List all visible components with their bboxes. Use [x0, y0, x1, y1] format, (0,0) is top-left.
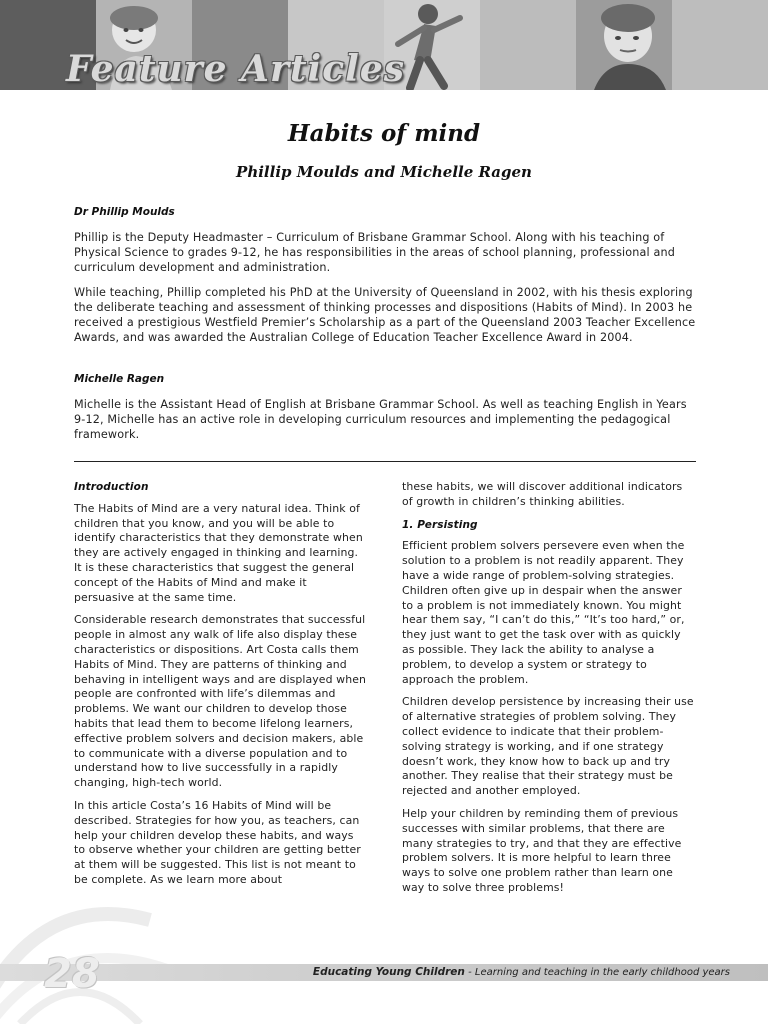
body-paragraph: Help your children by reminding them of previous successes with similar problems, that there are many strategies to try, and that they are effective problem solvers. It is more helpful to learn three ways to solve one problem rather than learn one way to solve three problems! — [402, 806, 682, 894]
body-paragraph: The Habits of Mind are a very natural idea. Think of children that you know, and you will be able to identify characteristics that they demonstrate when they are actively engaged in thinking and learning. It is these characteristics that suggest the general concept of the Habits of Mind and make it persuasive at the same time. — [74, 501, 363, 604]
article-authors: Phillip Moulds and Michelle Ragen — [236, 163, 532, 181]
right-column — [402, 480, 696, 904]
bio-paragraph: While teaching, Phillip completed his PhD at the University of Queensland in 2002, with his thesis exploring the deliberate teaching and assessment of thinking processes and dispositions (Habits of Mind). In 2003 he received a prestigious Westfield Premier’s Scholarship as a part of the Queensland 2003 Teacher Excellence Awards, and was awarded the Australian College of Education Teacher Excellence Award in 2004. — [74, 286, 696, 344]
body-paragraph: In this article Costa’s 16 Habits of Mind will be described. Strategies for how you, as teachers, can help your children develop these habits, and ways to observe whether your children are getting better at them will be suggested. This list is not meant to be complete. As we learn more about — [74, 798, 361, 886]
swirl-decoration — [0, 860, 200, 1024]
bio-name: Michelle Ragen — [74, 373, 165, 385]
left-column — [74, 480, 366, 896]
body-paragraph: Children develop persistence by increasing their use of alternative strategies of problem solving. They collect evidence to indicate that their problem-solving strategy is working, and if one strategy doesn’t work, they know how to back up and try another. They realise that their strategy must be rejected and another employed. — [402, 695, 694, 798]
section-title: Feature Articles — [66, 48, 405, 90]
section-divider — [74, 461, 696, 462]
body-paragraph: Considerable research demonstrates that successful people in almost any walk of life also display these characteristics or dispositions. Art Costa calls them Habits of Mind. They are patterns of thinking and behaving in intelligent ways and are displayed when people are confronted with life’s dilemmas and problems. We want our children to develop those habits that lead them to become lifelong learners, effective problem solvers and decision makers, able to communicate with a diverse population and to understand how to live successfully in a rapidly changing, high-tech world. — [74, 613, 366, 790]
footer-caption — [313, 966, 730, 978]
body-paragraph: these habits, we will discover additional indicators of growth in children’s thinking abilities. — [402, 480, 683, 508]
magazine-tagline: - Learning and teaching in the early childhood years — [464, 967, 730, 978]
magazine-name: Educating Young Children — [312, 966, 465, 978]
section-heading: 1. Persisting — [402, 518, 478, 531]
header-banner — [0, 0, 768, 90]
banner-band — [672, 0, 768, 90]
article-title: Habits of mind — [287, 120, 481, 147]
page-number: 28 — [44, 951, 100, 997]
child-photo — [576, 0, 672, 90]
banner-band — [480, 0, 576, 90]
section-heading: Introduction — [74, 481, 149, 493]
bio-paragraph: Phillip is the Deputy Headmaster – Curriculum of Brisbane Grammar School. Along with his teaching of Physical Science to grades 9-12, he has responsibilities in the areas of school planning, professional and curriculum development and administration. — [74, 231, 676, 274]
bio-paragraph: Michelle is the Assistant Head of English at Brisbane Grammar School. As well as teaching English in Years 9-12, Michelle has an active role in developing curriculum resources and implementing the pedagogical framework. — [74, 398, 687, 441]
body-paragraph: Efficient problem solvers persevere even when the solution to a problem is not readily apparent. They have a wide range of problem-solving strategies. Children often give up in despair when the answer to a problem is not immediately known. You might hear them say, “I can’t do this,” “It’s too hard,” or, they just want to get the task over with as quickly as possible. They lack the ability to analyse a problem, to develop a system or strategy to approach the problem. — [402, 539, 685, 686]
bio-name: Dr Phillip Moulds — [74, 206, 175, 218]
